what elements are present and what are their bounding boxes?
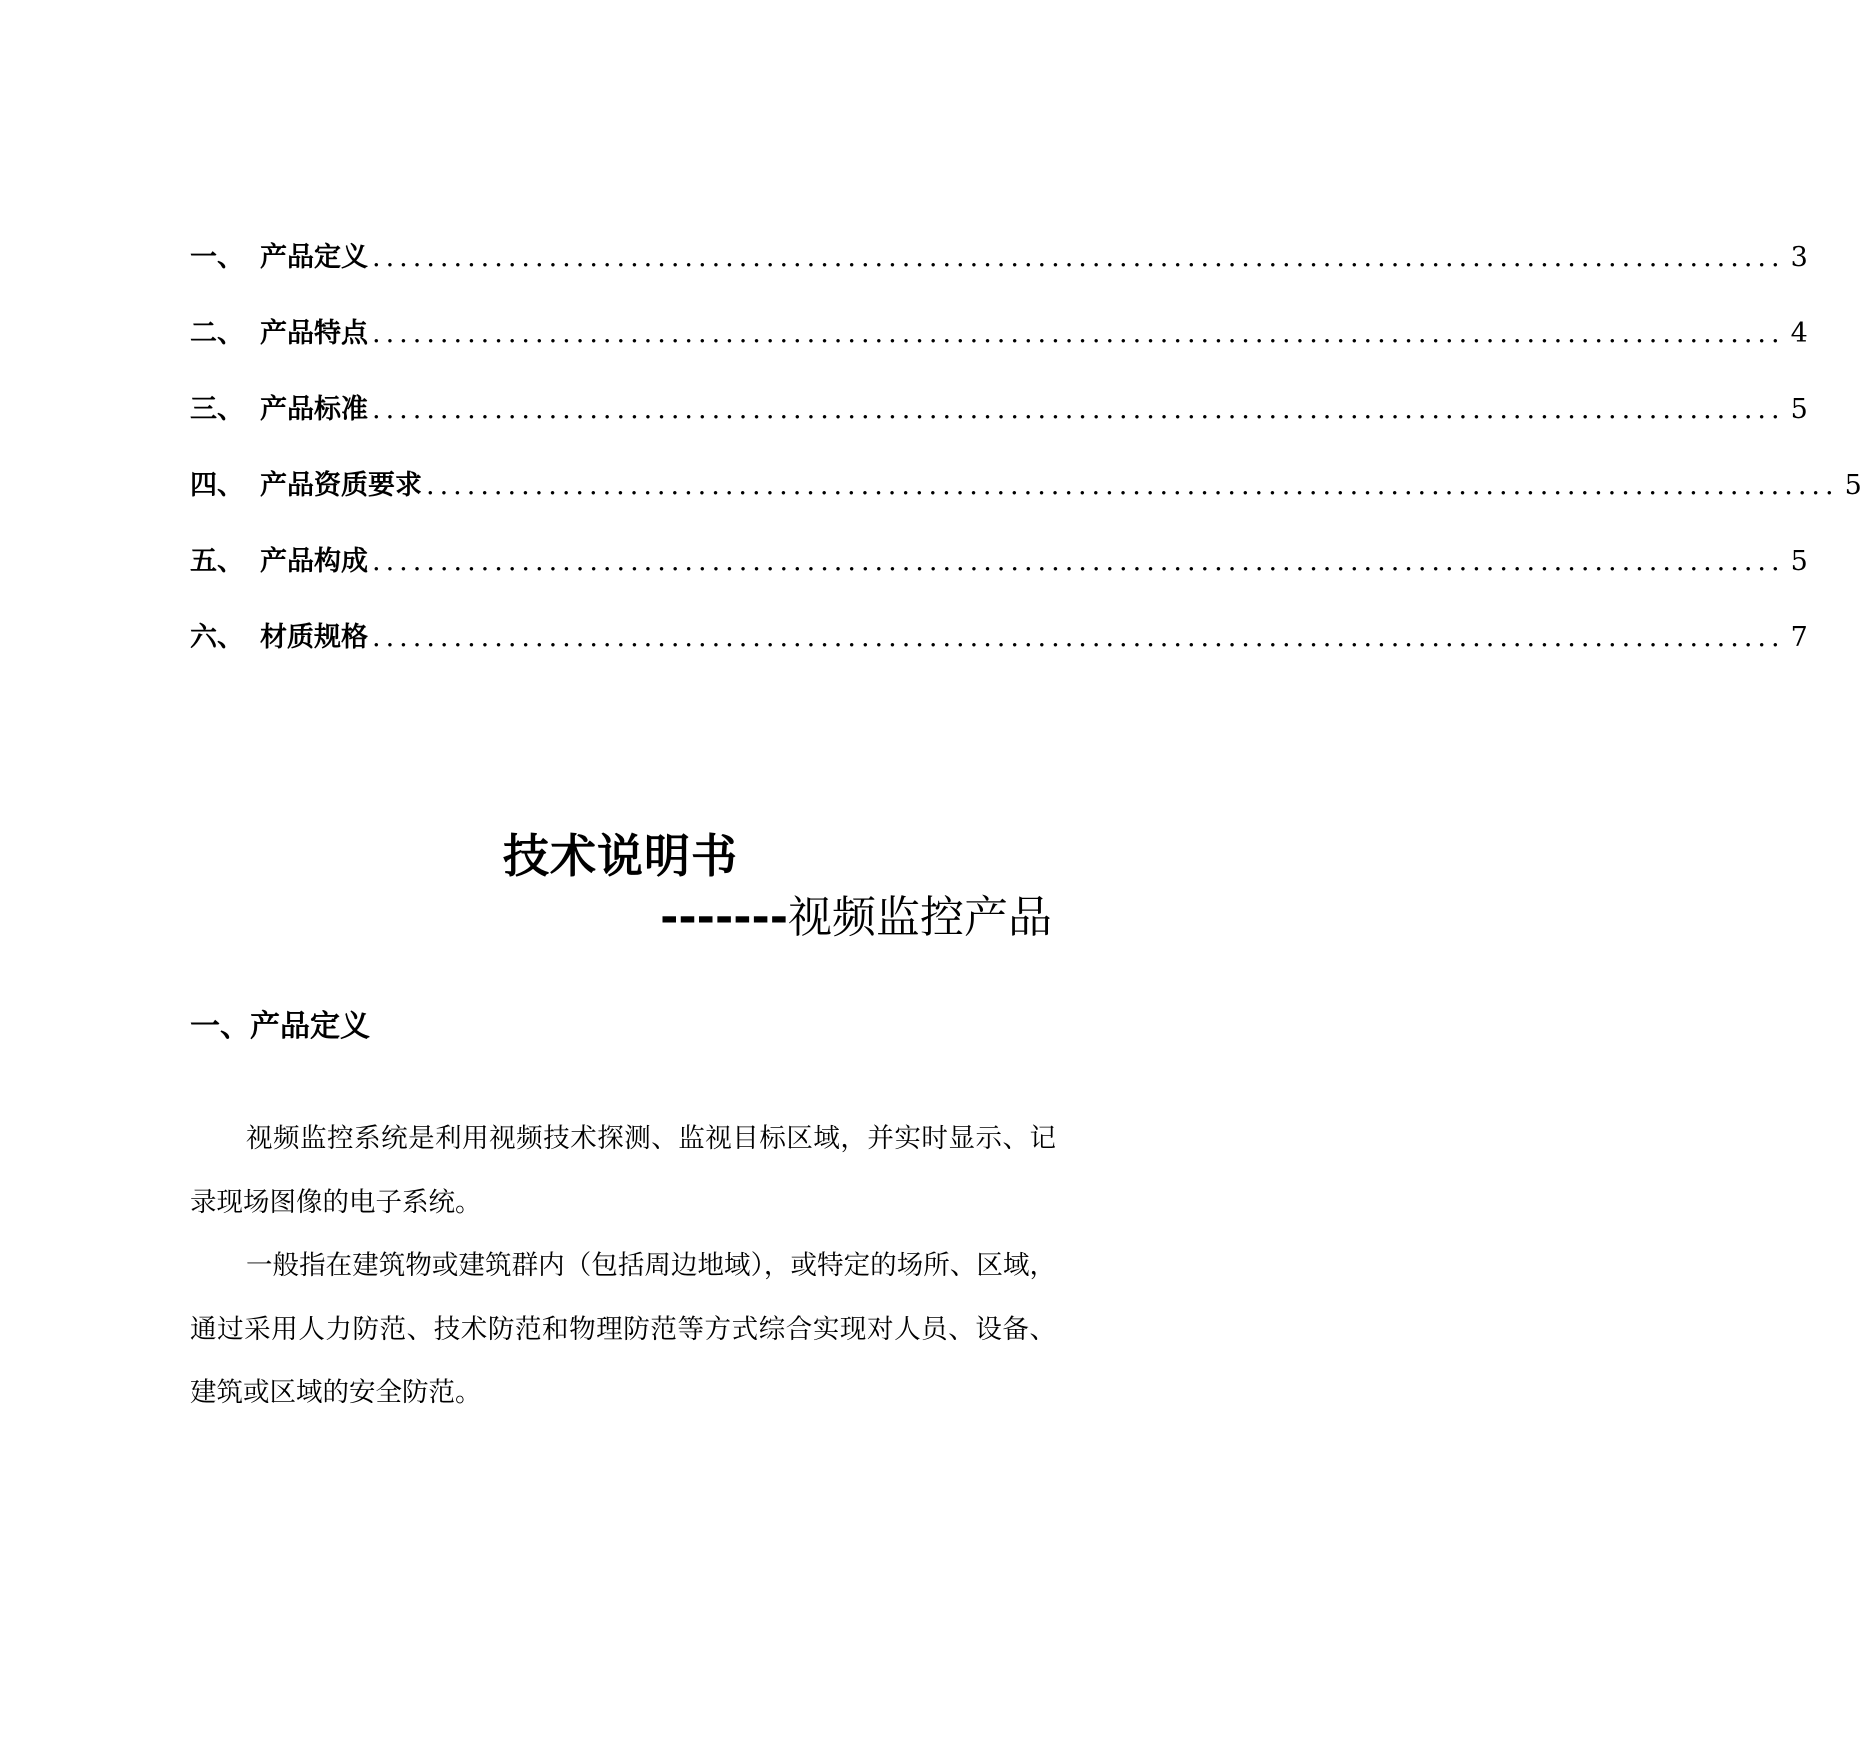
toc-entry[interactable]	[190, 314, 1808, 390]
toc-entry-label: 产品构成	[260, 546, 368, 577]
toc-leader-dots: ........................................................................................................	[372, 318, 1785, 349]
toc-entry-separator: 、	[217, 394, 244, 425]
toc-entry-label: 产品特点	[260, 318, 368, 349]
toc-entry-number: 六	[190, 622, 217, 653]
toc-entry-separator: 、	[217, 622, 244, 653]
subtitle-text: 视频监控产品	[788, 892, 1052, 943]
section-body	[190, 1107, 1056, 1425]
toc-entry-page: 7	[1790, 622, 1808, 653]
toc-entry-number: 一	[190, 242, 217, 273]
toc-entry-separator: 、	[217, 546, 244, 577]
toc-entry-label: 产品资质要求	[260, 470, 422, 501]
document-subtitle	[660, 888, 1052, 948]
toc-leader-dots: ........................................................................................................	[426, 470, 1839, 501]
toc-entry-separator: 、	[217, 318, 244, 349]
toc-entry-separator: 、	[217, 470, 244, 501]
toc-entry-label: 产品标准	[260, 394, 368, 425]
toc-entry[interactable]	[190, 238, 1808, 314]
table-of-contents	[190, 238, 1862, 694]
body-paragraph: 视频监控系统是利用视频技术探测、监视目标区域，并实时显示、记录现场图像的电子系统。	[190, 1123, 1056, 1218]
toc-entry-number: 二	[190, 318, 217, 349]
toc-entry-number: 五	[190, 546, 217, 577]
body-paragraph: 一般指在建筑物或建筑群内（包括周边地域），或特定的场所、区域，通过采用人力防范、技术防范和物理防范等方式综合实现对人员、设备、建筑或区域的安全防范。	[190, 1250, 1056, 1408]
toc-leader-dots: ........................................................................................................	[372, 242, 1785, 273]
toc-entry-page: 3	[1790, 242, 1808, 273]
toc-entry[interactable]	[190, 390, 1808, 466]
toc-entry-page: 5	[1790, 546, 1808, 577]
toc-leader-dots: ........................................................................................................	[372, 394, 1785, 425]
toc-entry-label: 材质规格	[260, 622, 368, 653]
toc-entry-label: 产品定义	[260, 242, 368, 273]
subtitle-dashes: -------	[660, 892, 788, 943]
toc-entry-separator: 、	[217, 242, 244, 273]
toc-entry-page: 5	[1844, 470, 1862, 501]
document-title: 技术说明书	[503, 829, 738, 883]
toc-entry-page: 4	[1790, 318, 1808, 349]
toc-entry[interactable]	[190, 618, 1808, 694]
toc-entry-page: 5	[1790, 394, 1808, 425]
toc-leader-dots: ........................................................................................................	[372, 622, 1785, 653]
toc-entry-number: 三	[190, 394, 217, 425]
toc-entry[interactable]	[190, 466, 1862, 542]
toc-leader-dots: ........................................................................................................	[372, 546, 1785, 577]
toc-entry[interactable]	[190, 542, 1808, 618]
section-heading: 一、产品定义	[190, 1009, 370, 1044]
toc-entry-number: 四	[190, 470, 217, 501]
